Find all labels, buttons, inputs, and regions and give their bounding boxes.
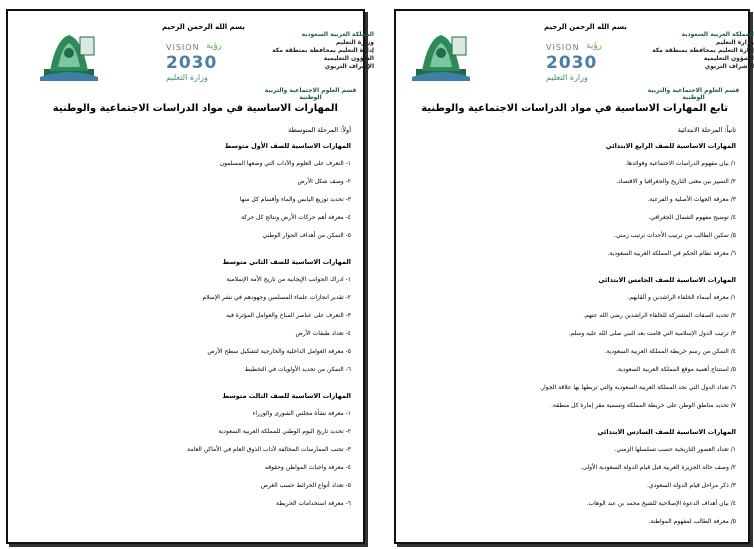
skill-item: ٣/ معرفة الجهات الأصلية و الفرعية. — [647, 196, 736, 203]
grade-heading: المهارات الاساسية للصف الثالث متوسط — [222, 392, 351, 400]
supervision-line: الإشراف التربوي — [704, 63, 754, 70]
skill-item: ١/ تعداد العصور التاريخية حسب تسلسلها الزمني. — [614, 446, 736, 453]
vision-ministry-label: وزارة التعليم — [166, 73, 208, 82]
skill-item: ١/ بيان مفهوم الدراسات الاجتماعية وفوائدها. — [625, 160, 736, 167]
grade-heading: المهارات الاساسية للصف السادس الابتدائي — [597, 428, 736, 436]
grade-heading: المهارات الاساسية للصف الثاني متوسط — [222, 258, 351, 266]
skills-list — [408, 136, 736, 536]
basmala: بسم الله الرحمن الرحيم — [162, 23, 245, 31]
department-strip: قسم العلوم الاجتماعية والتربية الوطنية — [647, 87, 740, 101]
department-lines — [634, 31, 754, 71]
skill-item: ٢/ التمييز بين معنى التاريخ والجغرافيا و الاقتصاد. — [616, 178, 736, 185]
skill-item: ٥/ تمكين الطالب من ترتيب الأحداث ترتيب زمني. — [614, 232, 736, 239]
skill-item: ٦- معرفة استخدامات الخريطة — [276, 500, 351, 507]
skill-item: ٥- التمكن من أهداف الحوار الوطني — [262, 232, 351, 239]
admin-line: إدارة التعليم بمحافظة بمنطقة مكة — [272, 47, 374, 54]
ministry-emblem-icon — [408, 27, 474, 85]
supervision-line: الإشراف التربوي — [324, 63, 374, 70]
skill-item: ١/ معرفة أسماء الخلفاء الراشدين و ألقابهم. — [627, 294, 736, 301]
kingdom-line: المملكة العربية السعودية — [301, 31, 374, 38]
vision-year: 2030 — [546, 53, 598, 73]
skill-item: ٥- معرفة العوامل الداخلية والخارجية لتشكيل سطح الأرض — [207, 348, 351, 355]
grade-heading: المهارات الاساسية للصف الرابع الابتدائي — [605, 142, 736, 150]
skill-item: ١- التعرف على العلوم والآداب التي وضعها المسلمون — [219, 160, 351, 167]
skill-item: ٣- تحديد توزيع اليابس والماء وأقسام كل منها — [239, 196, 351, 203]
page-right — [394, 9, 754, 544]
kingdom-line: المملكة العربية السعودية — [681, 31, 754, 38]
department-lines — [254, 31, 374, 71]
skill-item: ٦/ تعداد الدول التي تحد المملكة العربية السعودية والتي تربطها بها علاقة الجوار. — [539, 384, 736, 391]
skill-item: ٤/ بيان أهداف الدعوة الإصلاحية للشيخ محمد بن عبد الوهاب. — [586, 500, 736, 507]
vision-label: VISION — [546, 43, 580, 52]
skill-item: ٥/ معرفة الطالب لمفهوم المواطنة. — [648, 518, 736, 525]
page-header — [396, 11, 754, 106]
skill-item: ٣/ ذكر مراحل قيام الدولة السعودي. — [646, 482, 736, 489]
skill-item: ٢- تقدير انجازات علماء المسلمين وجهودهم في نشر الإسلام — [202, 294, 351, 301]
vision-arabic-label: رؤية — [586, 41, 603, 51]
affairs-line: الشؤون التعليمية — [703, 55, 754, 62]
stage-label: أولاً: المرحلة المتوسطة — [288, 126, 351, 134]
skill-item: ٣/ ترتيب الدول الإسلامية التي قامت بعد النبي صلى الله عليه وسلم. — [568, 330, 736, 337]
skill-item: ٦- التمكن من تحديد الأولويات في التخطيط — [244, 366, 351, 373]
skill-item: ١- معرفة نشأة مجلس الشورى والوزراء — [252, 410, 351, 417]
skill-item: ٢- تحديد تاريخ اليوم الوطني للمملكة العربية السعودية — [218, 428, 351, 435]
vision-ministry-label: وزارة التعليم — [546, 73, 588, 82]
skill-item: ٤- معرفة واجبات المواطن وحقوقه — [265, 464, 351, 471]
vision-label: VISION — [166, 43, 200, 52]
ministry-line: وزارة التعليم — [715, 39, 754, 46]
skill-item: ٥- تعداد أنواع الخرائط حسب الغرض — [260, 482, 351, 489]
skill-item: ٤/ توضيح مفهوم الشمال الجغرافي. — [648, 214, 736, 221]
vision-2030-logo — [158, 41, 253, 86]
skill-item: ٢- وصف شكل الأرض — [297, 178, 351, 185]
skill-item: ٣- التعرف على عناصر المناخ والعوامل المؤثرة فيه — [225, 312, 351, 319]
skill-item: ٧/ تحديد مناطق الوطن على خريطة المملكة وتسمية مقر إمارة كل منطقة. — [551, 402, 736, 409]
admin-line: إدارة التعليم بمحافظة بمنطقة مكة — [652, 47, 754, 54]
vision-year: 2030 — [166, 53, 218, 73]
page-header — [8, 11, 374, 106]
page-left — [6, 9, 374, 544]
skill-item: ٣- تجنب الممارسات المخالفة لآداب الذوق العام في الأماكن العامة — [187, 446, 351, 453]
page-title: تابع المهارات الاساسية في مواد الدراسات الاجتماعية والوطنية — [421, 103, 728, 114]
ministry-line: وزارة التعليم — [335, 39, 374, 46]
grade-heading: المهارات الاساسية للصف الخامس الابتدائي — [598, 276, 736, 284]
skills-list — [28, 136, 351, 518]
skill-item: ٥/ استنتاج أهمية موقع المملكة العربية السعودية. — [616, 366, 736, 373]
skill-item: ٢/ تحديد الصفات المشتركة للخلفاء الراشدين رضي الله عنهم. — [583, 312, 736, 319]
affairs-line: الشؤون التعليمية — [323, 55, 374, 62]
basmala: بسم الله الرحمن الرحيم — [544, 23, 627, 31]
vision-2030-logo — [538, 41, 633, 86]
skill-item: ٢/ وصف حالة الجزيرة العربية قبل قيام الدولة السعودية الأولى. — [580, 464, 736, 471]
skill-item: ٤- تعداد طبقات الأرض — [295, 330, 351, 337]
vision-arabic-label: رؤية — [206, 41, 223, 51]
skill-item: ١- ادراك الجوانب الإيجابية من تاريخ الأمة الإسلامية — [226, 276, 351, 283]
department-strip: قسم العلوم الاجتماعية والتربية الوطنية — [264, 87, 357, 101]
grade-heading: المهارات الاساسية للصف الأول متوسط — [224, 142, 351, 150]
skill-item: ٦/ معرفة نظام الحكم في المملكة العربية السعودية. — [607, 250, 736, 257]
skill-item: ٤- معرفة أهم حركات الأرض ونتائج كل حركة — [241, 214, 351, 221]
skill-item: ٤/ التمكن من رسم خريطة المملكة العربية السعودية. — [604, 348, 736, 355]
page-title: المهارات الاساسية في مواد الدراسات الاجتماعية والوطنية — [52, 103, 338, 114]
ministry-emblem-icon — [36, 27, 102, 85]
stage-label: ثانياً: المرحلة الابتدائية — [677, 126, 736, 134]
